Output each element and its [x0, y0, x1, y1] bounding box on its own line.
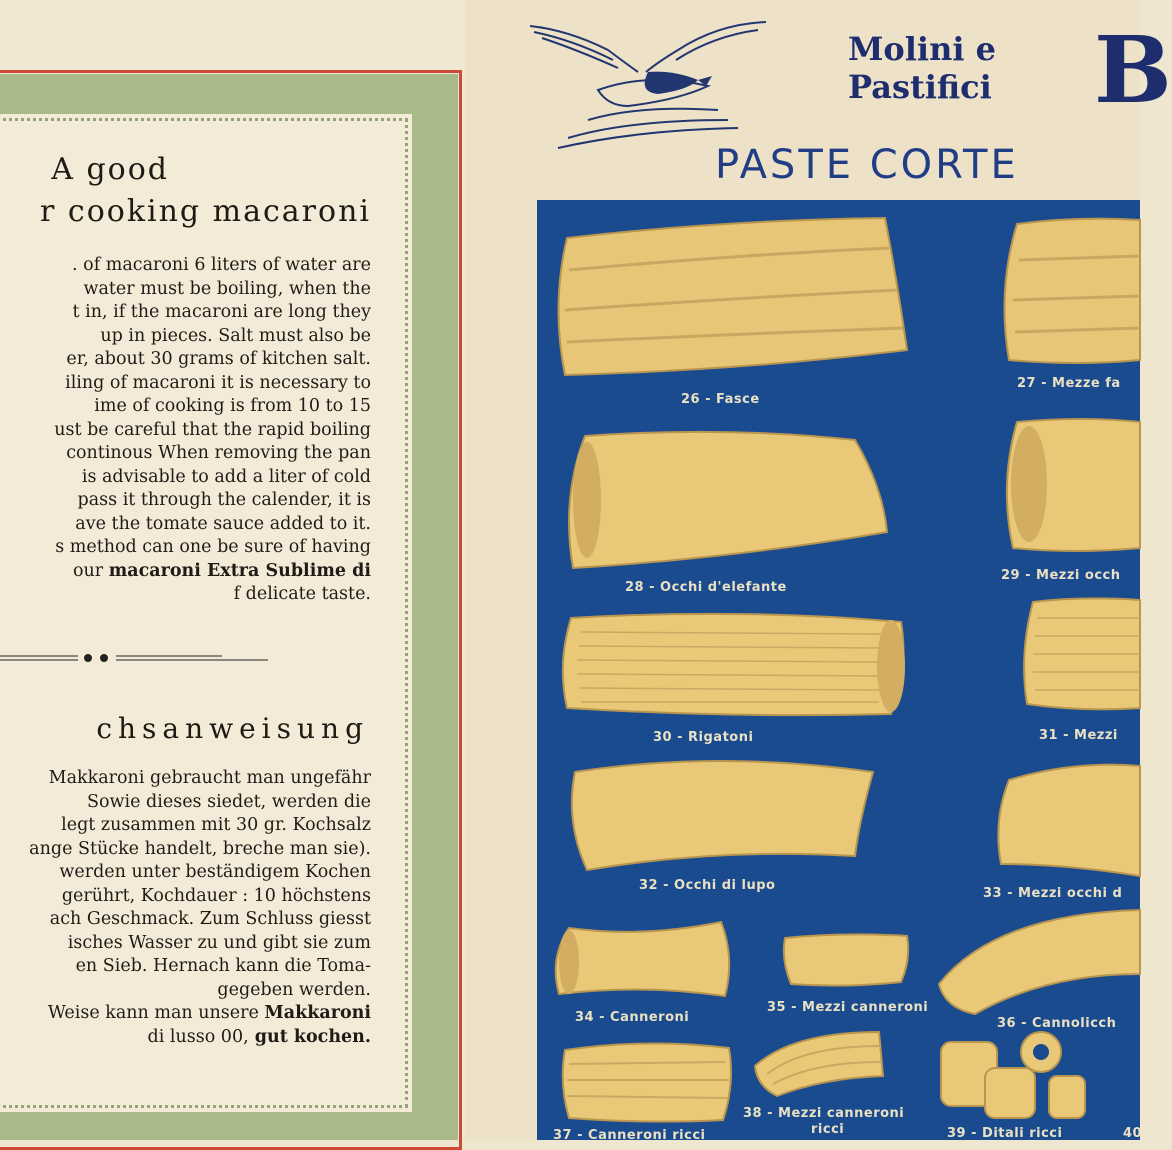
body-line: ust be careful that the rapid boiling	[54, 419, 371, 440]
body-line: water must be boiling, when the	[83, 278, 371, 299]
body-line: isches Wasser zu und gibt sie zum	[67, 932, 371, 953]
caption-29: 29 - Mezzi occh	[1001, 568, 1121, 583]
german-body	[29, 767, 371, 1049]
brand-initial: B	[1094, 16, 1172, 124]
body-line: ach Geschmack. Zum Schluss giesst	[49, 909, 371, 929]
body-line: gegeben werden.	[217, 979, 371, 1000]
pasta-rigatoni	[561, 610, 909, 720]
caption-32: 32 - Occhi di lupo	[639, 878, 776, 893]
caption-31: 31 - Mezzi	[1039, 728, 1118, 743]
body-line: s method can one be sure of having	[55, 537, 371, 557]
brand-name-line2: Pastifici	[848, 68, 992, 106]
caption-38: 38 - Mezzi canneroni	[743, 1106, 905, 1121]
body-line: di lusso 00, gut kochen.	[147, 1026, 371, 1047]
body-line: . of macaroni 6 liters of water are	[72, 255, 371, 275]
body-line: ange Stücke handelt, breche man sie).	[29, 838, 371, 859]
body-line: Weise kann man unsere Makkaroni	[47, 1003, 371, 1023]
caption-35: 35 - Mezzi canneroni	[767, 1000, 929, 1015]
german-heading: chsanweisung	[96, 712, 369, 745]
divider-ornament	[0, 652, 270, 664]
pasta-fasce	[545, 210, 913, 380]
caption-39: 39 - Ditali ricci	[947, 1126, 1063, 1141]
caption-33: 33 - Mezzi occhi d	[983, 886, 1123, 901]
body-line: er, about 30 grams of kitchen salt.	[66, 349, 371, 369]
caption-38-line2: ricci	[811, 1122, 845, 1137]
caption-28: 28 - Occhi d'elefante	[625, 580, 787, 595]
pasta-cannolicchi	[935, 904, 1140, 1014]
body-line: werden unter beständigem Kochen	[59, 862, 371, 882]
section-title: PASTE CORTE	[715, 142, 1019, 188]
body-line: pass it through the calender, it is	[77, 490, 371, 510]
english-heading-line2: r cooking macaroni	[40, 194, 371, 229]
eagle-logo-icon	[528, 10, 768, 160]
caption-27: 27 - Mezze fa	[1017, 376, 1121, 391]
left-page	[0, 0, 465, 1140]
pasta-mezzi-rigatoni	[1023, 594, 1140, 714]
english-body	[54, 254, 371, 607]
caption-36: 36 - Cannolicch	[997, 1016, 1117, 1031]
body-line: Makkaroni gebraucht man ungefähr	[48, 768, 371, 788]
english-heading-line1: A good	[51, 152, 169, 187]
body-line: f delicate taste.	[233, 584, 371, 604]
body-line: ime of cooking is from 10 to 15	[94, 396, 371, 416]
caption-40: 40	[1123, 1126, 1143, 1141]
brand-name-line1: Molini e	[848, 30, 996, 68]
pasta-canneroni	[553, 918, 735, 1000]
pasta-occhi-elefante	[565, 428, 890, 568]
pasta-mezzi-occhi-lupo	[995, 760, 1140, 880]
pasta-mezzi-occhi	[1003, 418, 1140, 554]
caption-34: 34 - Canneroni	[575, 1010, 690, 1025]
pasta-occhi-di-lupo	[567, 752, 877, 872]
body-line: iling of macaroni it is necessary to	[65, 372, 371, 393]
pasta-mezzi-canneroni-ricci	[753, 1030, 885, 1096]
caption-26: 26 - Fasce	[681, 392, 760, 407]
pasta-ditali-ricci	[937, 1028, 1087, 1124]
body-line: Sowie dieses siedet, werden die	[87, 791, 371, 812]
body-line: ave the tomate sauce added to it.	[75, 513, 371, 534]
body-line: our macaroni Extra Sublime di	[73, 560, 371, 581]
body-line: continous When removing the pan	[66, 443, 371, 463]
body-line: t in, if the macaroni are long they	[72, 302, 371, 322]
body-line: legt zusammen mit 30 gr. Kochsalz	[61, 815, 371, 835]
body-line: up in pieces. Salt must also be	[100, 325, 371, 346]
body-line: en Sieb. Hernach kann die Toma-	[75, 956, 371, 976]
pasta-mezze-fasce	[997, 210, 1140, 370]
pasta-plate	[537, 200, 1143, 1143]
pasta-canneroni-ricci	[559, 1040, 735, 1124]
body-line: gerührt, Kochdauer : 10 höchstens	[61, 885, 371, 906]
caption-37: 37 - Canneroni ricci	[553, 1128, 706, 1143]
pasta-mezzi-canneroni	[781, 930, 911, 988]
body-line: is advisable to add a liter of cold	[81, 466, 371, 487]
caption-30: 30 - Rigatoni	[653, 730, 754, 745]
